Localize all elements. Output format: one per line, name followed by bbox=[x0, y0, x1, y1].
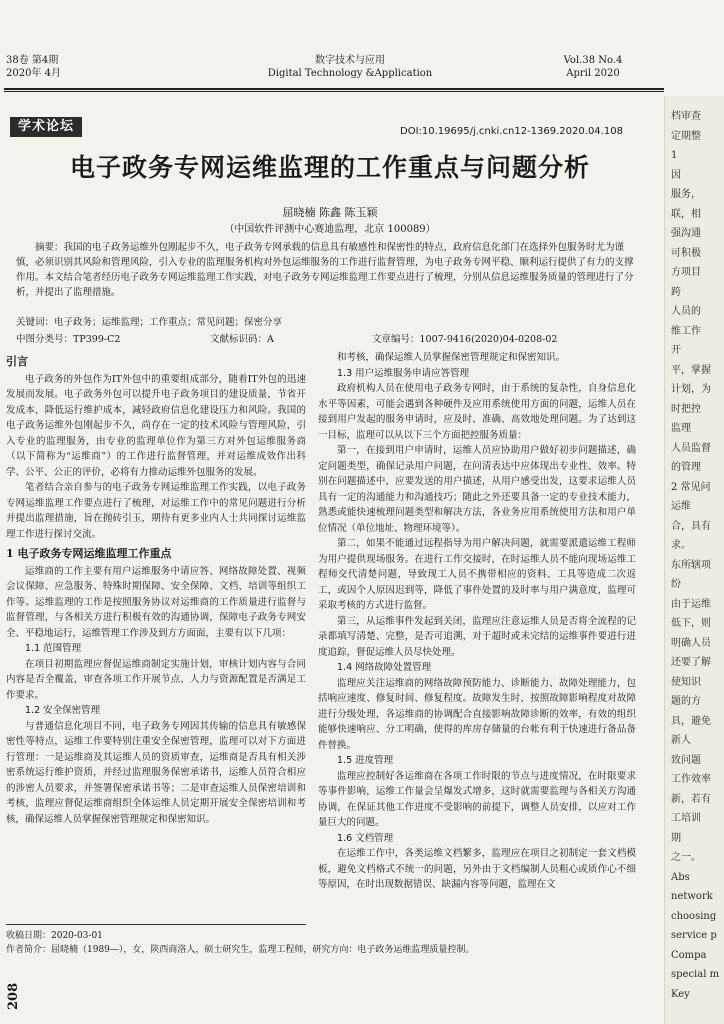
section-1-6-heading: 1.6 文档管理 bbox=[337, 832, 394, 844]
edge-text-line: 纷 bbox=[671, 579, 681, 590]
edge-text-line: 跨 bbox=[671, 286, 681, 298]
edge-text-line: 新人 bbox=[671, 735, 691, 746]
journal-name-en: Digital Technology &Application bbox=[267, 68, 433, 79]
header-volume-issue: 38卷 第4期 bbox=[6, 55, 59, 66]
next-page-edge bbox=[664, 96, 724, 1024]
footnote-rule bbox=[6, 924, 306, 925]
body-column-right bbox=[318, 350, 636, 893]
edge-text-line: choosing bbox=[671, 910, 717, 922]
edge-text-line: Key bbox=[671, 988, 690, 1000]
header-journal-name bbox=[200, 54, 500, 80]
edge-text-line: Compa bbox=[671, 949, 707, 961]
edge-text-line: 题的方 bbox=[671, 696, 701, 707]
edge-text-line: 计划，为 bbox=[671, 384, 711, 395]
journal-name-cn: 数字技术与应用 bbox=[315, 55, 385, 66]
author-bio: 作者简介：屈晓楠（1989—），女，陕西商洛人，硕士研究生，监理工程师，研究方向：电子政务运维监理质量控制。 bbox=[6, 945, 475, 955]
edge-text-line: 东所辖项 bbox=[671, 559, 711, 571]
edge-text-line: 之一。 bbox=[671, 852, 701, 863]
article-title: 电子政务专网运维监理的工作重点与问题分析 bbox=[69, 153, 590, 182]
edge-text-line: 维工作 bbox=[671, 325, 701, 337]
keywords: 关键词：电子政务；运维监理；工作重点；常见问题；保密分享 bbox=[16, 317, 283, 328]
edge-text-line: 期 bbox=[671, 832, 681, 844]
edge-text-line: 1 bbox=[671, 150, 678, 161]
section-1-3-paragraph-3: 第二，如果不能通过远程指导为用户解决问题，就需要派遣运维工程师为用户提供现场服务。在进行工作交接时，在时运维人员不能向现场运维工程师交代清楚问题，导致现工人员不携带相应的资料、工具等造成二次返工，或因个人原因迟到等，降低了事件处置的及时率与用户满意度，监理可采取考核的方式进行监督。 bbox=[318, 538, 636, 611]
edge-text-line: 定期整 bbox=[671, 130, 701, 142]
header-date-cn: 2020年 4月 bbox=[6, 68, 61, 79]
edge-text-line: 时把控 bbox=[671, 403, 701, 415]
edge-text-line: 由于运维 bbox=[671, 598, 711, 610]
header-volume-en bbox=[528, 54, 658, 80]
clc-number: 中图分类号：TP399-C2 bbox=[16, 334, 121, 345]
header-volume bbox=[6, 54, 116, 80]
edge-text-line: 求。 bbox=[671, 540, 691, 551]
section-1-4-heading: 1.4 网络故障处置管理 bbox=[337, 662, 432, 673]
section-1-3-paragraph-2: 第一，在接到用户申请时，运维人员应协助用户做好初步问题描述，确定问题类型，确保记录用户问题，在问清表达中应体现出专业性、效率。特别在问题描述中，应要发送的用户描述，从用户感受出发，这要求运维人员具有一定的沟通能力和沟通技巧；随此之外还要具备一定的专业技术能力，熟悉或能快速梳理问题类型和解决方法，各业务应用系统使用方法和用户单位情况（单位地址、物理环境等）。 bbox=[318, 445, 636, 534]
edge-text-line: 使知识 bbox=[671, 676, 701, 688]
section-1-1-paragraph: 在项目初期监理应督促运维商制定实施计划，审核计划内容与合同内容是否全覆盖，审查各项工作开展节点、人力与资源配置是否满足工作要求。 bbox=[6, 658, 306, 701]
section-1-heading: 1 电子政务专网运维监理工作重点 bbox=[6, 547, 172, 560]
received-date: 收稿日期：2020-03-01 bbox=[6, 931, 103, 941]
column-tag: 学术论坛 bbox=[10, 117, 82, 137]
abstract: 摘要：我国的电子政务运维外包刚起步不久，电子政务专网承载的信息具有敏感性和保密性的特点，政府信息化部门在选择外包服务时尤为谨慎，必须识别其风险和管理风险，引入专业的监理服务机构对外包运维服务的工作进行监督管理，为电子政务专网平稳、顺利运行提供了有力的支撑作用。本文结合笔者经历电子政务专网运维监理工作实践，对电子政务专网运维监理工作要点进行了梳理，分别从信息运维服务质量的管理进行了分析，并提出了监理措施。 bbox=[16, 242, 634, 298]
edge-text-line: special m bbox=[671, 969, 720, 980]
edge-text-line: 人员的 bbox=[671, 306, 701, 317]
edge-text-line: 2 常见问 bbox=[671, 481, 711, 493]
section-1-4-paragraph: 监理应关注运维商的网络故障预防能力、诊断能力、故障处理能力，包括响应速度、修复时间、修复程度。故障发生时，按照故障影响程度对故障进行分级处理，各运维商的协调配合直接影响故障诊断的效率，有效的组织能够快速响应、分工明确，使得的库房存储量的台帐有利于快速进行备品备件替换。 bbox=[318, 677, 636, 751]
edge-text-line: 监理 bbox=[671, 423, 691, 434]
header-vol-no: Vol.38 No.4 bbox=[563, 55, 623, 66]
header-rule-thin bbox=[4, 91, 664, 92]
edge-text-line: 合，具有 bbox=[671, 520, 711, 532]
edge-text-line: 方项目 bbox=[671, 267, 701, 278]
edge-text-line: 的管理 bbox=[671, 462, 701, 473]
edge-text-line: 致问题 bbox=[671, 754, 701, 766]
authors: 屈晓楠 陈鑫 陈玉颖 bbox=[282, 206, 378, 219]
edge-text-line: 低下，则 bbox=[671, 618, 711, 629]
edge-text-line: 服务， bbox=[671, 189, 701, 200]
section-1-paragraph: 运维商的工作主要有用户运维服务中请应答、网络故障处置、视频会议保障、应急服务、特殊时期保障、安全保障、文档、培训等组织工作等。运维监理的工作是按照服务协议对运维商的工作质量进行监督与监督管理，与各相关方进行积极有效的沟通协调，保障电子政务专网安全、平稳地运行，运维管理工作涉及到方方面面，主要有以下几项： bbox=[6, 565, 306, 639]
edge-text-line: 具，避免 bbox=[671, 715, 711, 727]
doi: DOI:10.19695/j.cnki.cn12-1369.2020.04.108 bbox=[400, 126, 623, 137]
edge-text-line: 强沟通 bbox=[671, 228, 701, 239]
edge-text-line: 可积极 bbox=[671, 247, 701, 259]
edge-text-line: 因 bbox=[671, 169, 681, 181]
edge-text-line: 工作效率 bbox=[671, 774, 711, 785]
edge-text-line: 平，掌握 bbox=[671, 364, 711, 376]
section-1-3-paragraph-1: 政府机构人员在使用电子政务专网时，由于系统的复杂性，自身信息化水平等因素，可能会遇到各种硬件及应用系统使用方面的问题，运维人员在接到用户发起的服务申请时，应及时、准确、高效地处理问题。为了达到这一目标，监理可以从以下三个方面把控服务质量： bbox=[318, 383, 636, 441]
edge-text-line: 新，若有 bbox=[671, 793, 711, 805]
section-1-3-paragraph-4: 第三，从运维事件发起到关闭，监理应注意运维人员是否将全流程的记录都填写清楚、完整，是否可追溯，对于超时或未完结的运维事件要进行进度追踪，督促运维人员尽快处理。 bbox=[318, 615, 636, 658]
section-1-2-paragraph: 与普通信息化项目不同，电子政务专网因其传输的信息具有敏感保密性等特点，运维工作要特别注重安全保密管理，监理可以对下方面进行管理：一是运维商及其运维人员的资质审查，运维商是否具有相关涉密系统运行维护资质，并经过监理服务保密承诺书，运维人员符合相应的涉密人员要求，并签署保密承诺书等；二是审查运维人员保密培训和考核，监理应督促运维商组织全体运维人员定期开展安全保密培训和考核，确保运维人员掌握保密管理规定和保密知识。 bbox=[6, 720, 306, 825]
intro-heading: 引言 bbox=[6, 355, 28, 368]
edge-text-line: 档审查 bbox=[671, 111, 701, 122]
edge-text-line: 开 bbox=[671, 345, 681, 356]
intro-paragraph-1: 电子政务的外包作为IT外包中的重要组成部分，随着IT外包的迅速发展而发展。电子政务外包可以提升电子政务项目的建设质量，节省开发成本，降低运行维护成本，减轻政府信息化建设压力和风险。我国的电子政务运维外包刚起步不久，尚存在一定的技术风险与管理风险，引入专业的监理服务，由专业的监理单位作为第三方对外包运维服务商（以下简称为“运维商”）的工作进行监督管理，并对运维成效作出科学、公平、公正的评价，必将有力推动运维外包服务的发展。 bbox=[6, 373, 306, 478]
edge-text-line: 运维 bbox=[671, 501, 691, 512]
affiliation: （中国软件评测中心赛迪监理，北京 100089） bbox=[224, 224, 436, 235]
edge-text-line: 工培训 bbox=[671, 813, 701, 824]
edge-text-line: 人员监督 bbox=[671, 442, 711, 454]
section-1-2-heading: 1.2 安全保密管理 bbox=[25, 705, 101, 716]
header-rule bbox=[4, 88, 664, 90]
edge-text-line: Abs bbox=[671, 871, 690, 883]
section-1-5-heading: 1.5 进度管理 bbox=[337, 755, 394, 766]
document-code: 文献标识码：A bbox=[210, 334, 274, 345]
section-1-3-heading: 1.3 用户运维服务申请应答管理 bbox=[337, 367, 470, 379]
edge-text-line: 明确人员 bbox=[671, 637, 711, 649]
edge-text-line: 联，相 bbox=[671, 208, 701, 220]
continued-paragraph: 和考核，确保运维人员掌握保密管理规定和保密知识。 bbox=[337, 352, 566, 363]
edge-text-line: 还要了解 bbox=[671, 657, 711, 668]
header-date-en: April 2020 bbox=[566, 68, 620, 79]
intro-paragraph-2: 笔者结合亲自参与的电子政务专网运维监理工作实践，以电子政务专网运维监理工作要点进行了梳理，对运维工作中的常见问题进行分析并提出监理措施，旨在抛砖引玉，期待有更多业内人士共同探讨运维监理工作进行探讨交流。 bbox=[6, 482, 306, 540]
section-1-5-paragraph: 监理应控制好各运维商在各项工作时限的节点与进度情况，在时限要求等事件影响，运维工作量会呈爆发式增多，这时就需要监理与各相关方沟通协调，在保证其他工作进度不受影响的前提下，调整人员安排，以应对工作量巨大的问题。 bbox=[318, 770, 636, 828]
section-1-6-paragraph: 在运维工作中，各类运维文档繁多，监理应在项目之初制定一套文档模板，避免文档格式不统一的问题，另外由于文档编制人员粗心或质作心不细等原因，在时出现数据错误、缺漏内容等问题，监理在文 bbox=[318, 848, 636, 890]
edge-text-line: network bbox=[671, 891, 713, 902]
section-1-1-heading: 1.1 范围管理 bbox=[25, 643, 82, 654]
edge-text-line: service p bbox=[671, 930, 717, 941]
article-number: 文章编号：1007-9416(2020)04-0208-02 bbox=[372, 334, 558, 345]
body-column-left bbox=[6, 350, 306, 827]
page-number: 208 bbox=[6, 982, 21, 1010]
